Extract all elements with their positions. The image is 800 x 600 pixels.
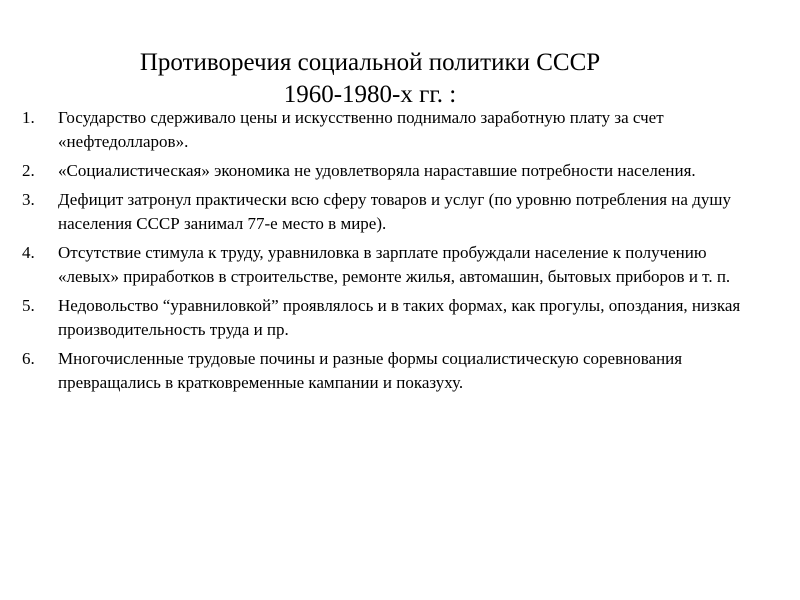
slide-title: [0, 47, 740, 111]
item-text: Государство сдерживало цены и искусственно поднимало заработную плату за счет «нефтедолларов».: [58, 108, 664, 151]
item-text: «Социалистическая» экономика не удовлетворяла нараставшие потребности населения.: [58, 161, 696, 180]
item-text: Многочисленные трудовые почины и разные формы социалистическую соревнования превращались в кратковременные кампании и показуху.: [58, 349, 683, 392]
points-list: [22, 106, 742, 400]
list-item: [22, 188, 742, 236]
list-item: [22, 294, 742, 342]
item-text: Отсутствие стимула к труду, уравниловка в зарплате пробуждали население к получению «левых» приработков в строительстве, ремонте жилья, автомашин, бытовых приборов и т. п.: [58, 243, 731, 286]
list-item: [22, 159, 742, 183]
item-number: 6.: [22, 349, 35, 368]
slide-title-line-1: Противоречия социальной политики СССР: [139, 48, 601, 76]
list-item: [22, 347, 742, 395]
item-text: Дефицит затронул практически всю сферу товаров и услуг (по уровню потребления на душу населения СССР занимал 77-е место в мире).: [58, 190, 731, 233]
item-number: 4.: [22, 243, 35, 262]
item-number: 3.: [22, 190, 35, 209]
list-item: [22, 106, 742, 154]
item-number: 1.: [22, 108, 35, 127]
item-number: 2.: [22, 161, 35, 180]
list-item: [22, 241, 742, 289]
item-text: Недовольство “уравниловкой” проявлялось и в таких формах, как прогулы, опоздания, низкая производительность труда и пр.: [58, 296, 741, 339]
slide-title-line-2: 1960-1980-х гг. :: [283, 80, 457, 108]
item-number: 5.: [22, 296, 35, 315]
